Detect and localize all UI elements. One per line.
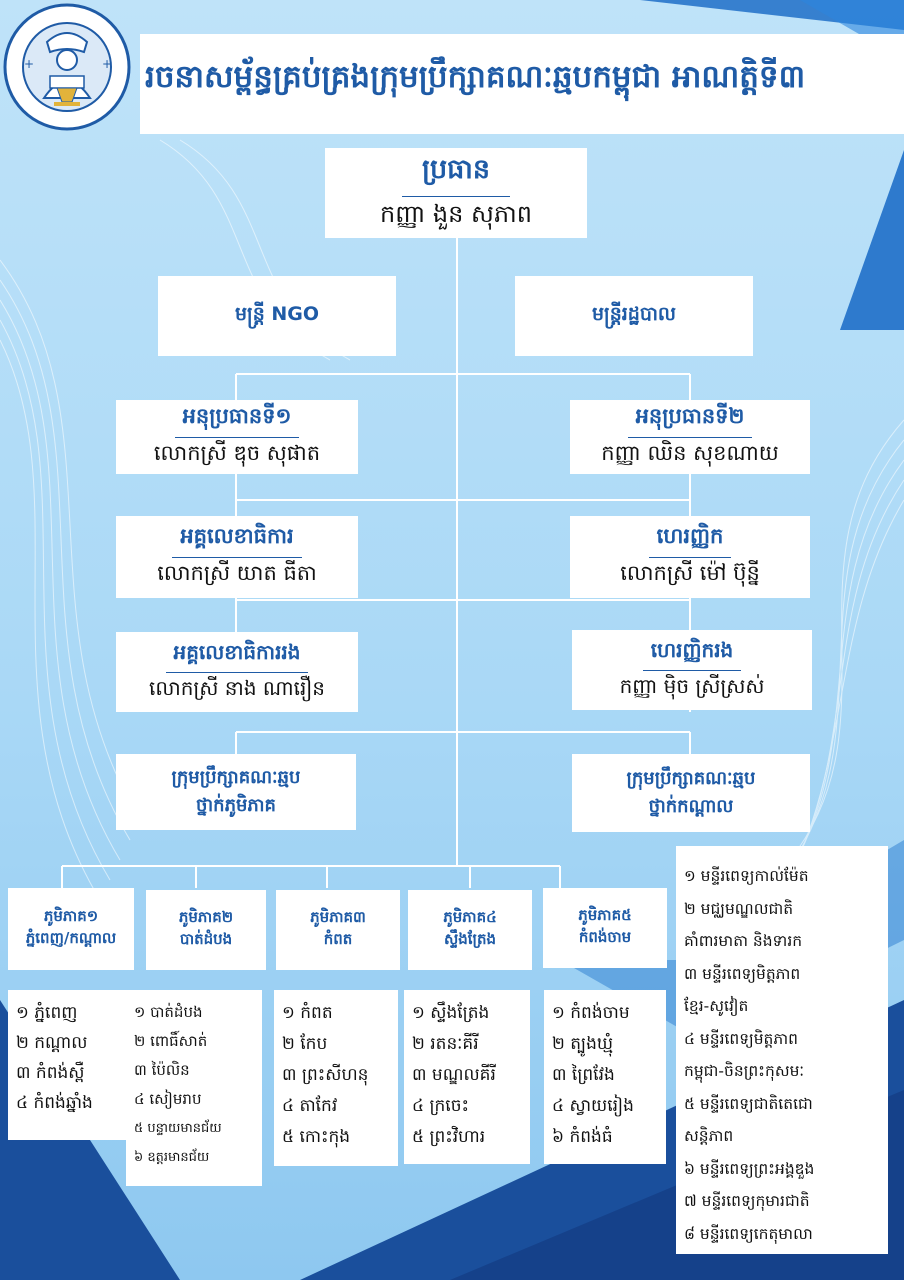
list-item: ៥ កោះកុង (282, 1127, 351, 1147)
list-item: ២ កែប (282, 1034, 328, 1054)
ngo-officer-box (158, 276, 396, 356)
region-1-subtitle: ភ្នំពេញ/កណ្ដាល (25, 929, 117, 947)
list-item: ៣ មន្ទីរពេទ្យមិត្តភាព (684, 964, 801, 983)
region-2-subtitle: បាត់ដំបង (179, 930, 233, 948)
president-name: កញ្ញា ងួន សុភាព (380, 199, 532, 228)
region-3-title: ភូមិភាគ៣ (310, 908, 366, 926)
central-council-box (572, 754, 810, 832)
deputy-treasurer-name: កញ្ញា ម៉ិច ស្រីស្រស់ (619, 674, 765, 698)
list-item: ៣ ព្រះសីហនុ (282, 1065, 369, 1085)
list-item: ១ កំពង់ចាម (552, 1003, 630, 1023)
vice-president-1-role: អនុប្រធានទី១ (175, 403, 300, 438)
list-item: ៦ ឧត្ដរមានជ័យ (134, 1150, 210, 1165)
list-item: ៤ តាកែវ (282, 1096, 338, 1116)
secretary-general-role: អគ្គលេខាធិការ (172, 523, 301, 558)
region-2-header (146, 890, 266, 970)
list-item: ៦ មន្ទីរពេទ្យព្រះអង្គឌួង (684, 1159, 815, 1178)
list-item: ៥ បន្ទាយមានជ័យ (134, 1121, 222, 1136)
vice-president-2-name: កញ្ញា ឈិន សុខណាយ (601, 441, 779, 465)
state-officer-box (515, 276, 753, 356)
vice-president-1-box (116, 400, 358, 474)
svg-text:+: + (102, 57, 113, 71)
region-3-subtitle: កំពត (323, 930, 353, 948)
secretary-general-name: លោកស្រី យាត ធីតា (157, 561, 317, 585)
list-item: ១ កំពត (282, 1003, 333, 1023)
president-role: ប្រធាន (402, 153, 510, 197)
central-council-line1: ក្រុមប្រឹក្សាគណៈឆ្មប (626, 768, 756, 789)
deputy-treasurer-role: ហេរញ្ញិករង (643, 637, 742, 671)
list-item: ៣ ព្រៃវែង (552, 1065, 615, 1085)
list-item: ២ មជ្ឈមណ្ឌលជាតិ (684, 899, 794, 918)
ngo-officer-role: មន្ត្រី NGO (234, 303, 320, 325)
page-title: រចនាសម្ព័ន្ធគ្រប់គ្រងក្រុមប្រឹក្សាគណៈឆ្មបកម្ពុជា អាណត្តិទី៣ (145, 59, 806, 95)
region-4-title: ភូមិភាគ៤ (443, 908, 497, 926)
list-item: ៤ ស្វាយរៀង (552, 1096, 634, 1116)
list-item: ៤ ក្រចេះ (412, 1096, 469, 1116)
list-item: ២ ពោធិ៍សាត់ (134, 1032, 208, 1050)
council-logo (2, 2, 132, 132)
list-item: ១ មន្ទីរពេទ្យកាល់ម៉ែត (684, 867, 809, 885)
region-3-header (276, 890, 400, 970)
region-1-title: ភូមិភាគ១ (43, 907, 99, 925)
list-item: គាំពារមាតា និងទារក (684, 932, 803, 950)
list-item: ១ ភ្នំពេញ (16, 1003, 78, 1023)
list-item: ខ្មែរ-សូវៀត (684, 997, 749, 1015)
region-2-list (126, 990, 262, 1186)
list-item: ៤ សៀមរាប (134, 1090, 202, 1108)
deputy-treasurer-box (572, 630, 812, 710)
list-item: ៥ ព្រះវិហារ (412, 1127, 486, 1147)
regional-council-line1: ក្រុមប្រឹក្សាគណៈឆ្មប (171, 767, 301, 788)
president-box (325, 148, 587, 238)
list-item: ៣ មណ្ឌលគីរី (412, 1065, 496, 1085)
secretary-general-box (116, 516, 358, 598)
list-item: ៨ មន្ទីរពេទ្យកេតុមាលា (684, 1224, 813, 1243)
treasurer-role: ហេរញ្ញិក (649, 523, 732, 558)
list-item: ៧ មន្ទីរពេទ្យកុមារជាតិ (684, 1192, 810, 1210)
region-4-header (408, 890, 532, 970)
vice-president-2-role: អនុប្រធានទី២ (628, 403, 753, 438)
regional-council-box (116, 754, 356, 830)
region-4-list (404, 990, 530, 1164)
list-item: ២ កណ្ដាល (16, 1033, 88, 1053)
list-item: ១ បាត់ដំបង (134, 1003, 203, 1021)
region-1-header (8, 888, 134, 970)
regional-council-line2: ថ្នាក់ភូមិភាគ (196, 795, 276, 816)
region-5-list (544, 990, 666, 1164)
list-item: កម្ពុជា-ចិនព្រះកុសមៈ (684, 1062, 805, 1080)
region-5-title: ភូមិភាគ៥ (578, 906, 632, 924)
list-item: ៣ កំពង់ស្ពឺ (16, 1063, 85, 1083)
central-council-line2: ថ្នាក់កណ្ដាល (648, 796, 734, 817)
state-officer-role: មន្ត្រីរដ្ឋបាល (591, 303, 677, 325)
deputy-secretary-general-box (116, 632, 358, 712)
vice-president-2-box (570, 400, 810, 474)
region-3-list (274, 990, 398, 1166)
region-5-header (543, 888, 667, 968)
deputy-secretary-general-name: លោកស្រី នាង ណារឿន (149, 676, 325, 700)
treasurer-name: លោកស្រី ម៉ៅ ប៊ុន្នី (620, 561, 760, 585)
list-item: ៥ មន្ទីរពេទ្យជាតិតេជោ (684, 1094, 813, 1113)
list-item: ៤ កំពង់ឆ្នាំង (16, 1093, 93, 1113)
svg-text:+: + (24, 57, 35, 71)
list-item: ២ ត្បូងឃ្មុំ (552, 1034, 614, 1054)
vice-president-1-name: លោកស្រី ឌុច សុផាត (153, 441, 321, 465)
list-item: ៣ ប៉ៃលិន (134, 1061, 190, 1079)
list-item: ៤ មន្ទីរពេទ្យមិត្តភាព (684, 1029, 798, 1048)
deputy-secretary-general-role: អគ្គលេខាធិការរង (166, 639, 309, 673)
region-1-list (8, 990, 134, 1140)
treasurer-box (570, 516, 810, 598)
list-item: ៦ កំពង់ធំ (552, 1127, 613, 1147)
central-hospitals-list (676, 846, 888, 1254)
list-item: ២ រតនៈគីរី (412, 1034, 479, 1054)
list-item: សន្តិភាព (684, 1127, 734, 1145)
list-item: ១ ស្ទឹងត្រែង (412, 1003, 490, 1023)
region-4-subtitle: ស្ទឹងត្រែង (443, 930, 497, 948)
region-5-subtitle: កំពង់ចាម (578, 928, 632, 946)
region-2-title: ភូមិភាគ២ (178, 908, 234, 926)
